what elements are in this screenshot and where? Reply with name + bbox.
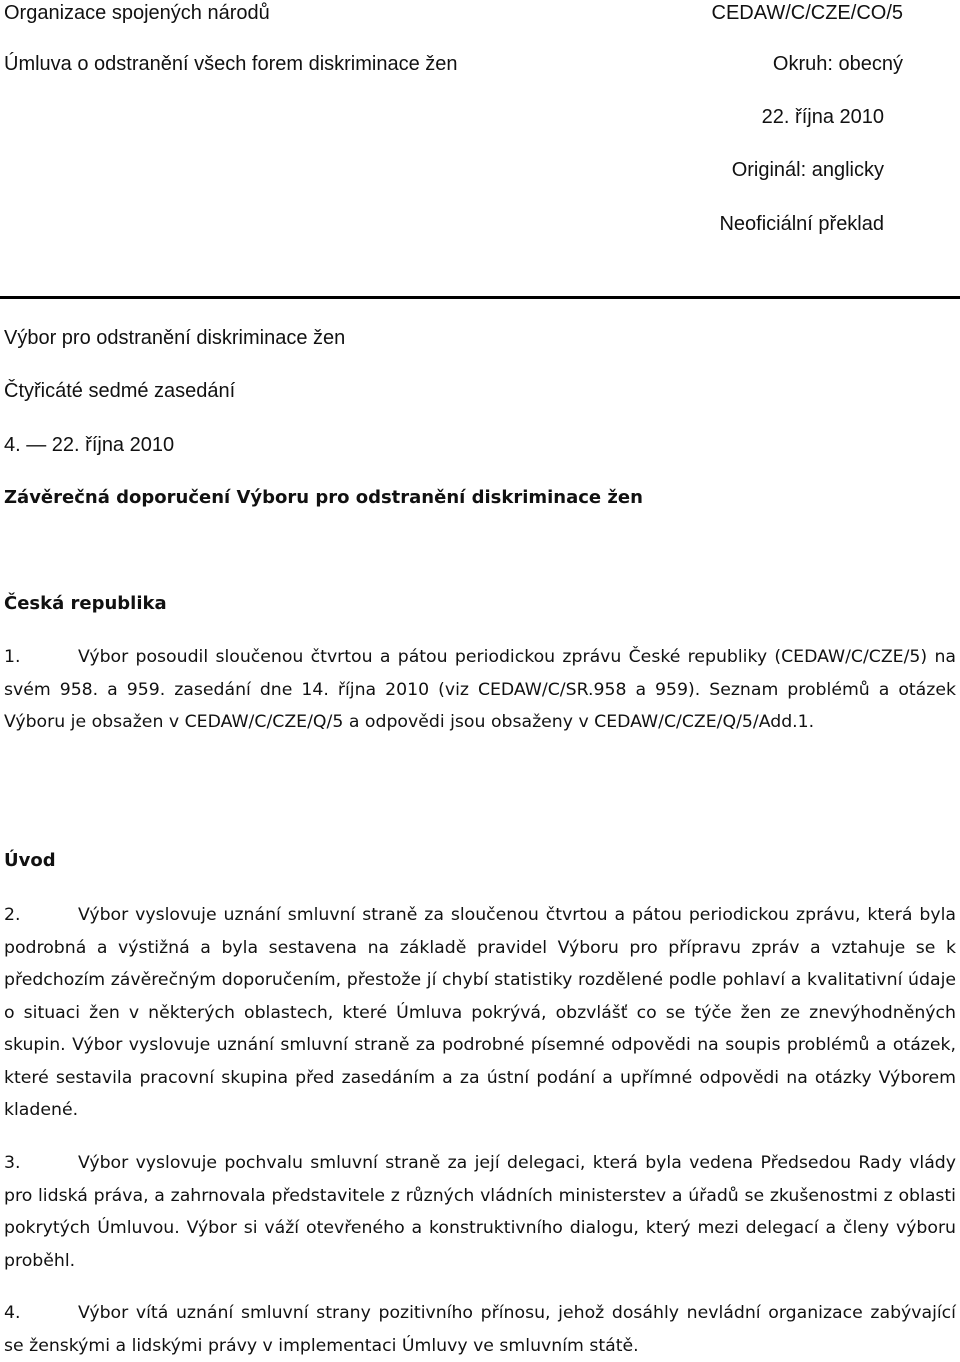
original-language: Originál: anglicky [731,159,884,181]
committee-name: Výbor pro odstranění diskriminace žen [4,327,346,349]
paragraph-text: Výbor posoudil sloučenou čtvrtou a pátou periodickou zprávu České republiky (CEDAW/C/CZE/5) na svém 958. a 959. zasedání dne 14. října 2010 (viz CEDAW/C/SR.958 a 959). Seznam problémů a otázek Výboru je obsažen v CEDAW/C/CZE/Q/5 a odpovědi jsou obsaženy v CEDAW/C/CZE/Q/5/Add.1. [4,647,956,732]
paragraph-number: 3. [4,1153,21,1173]
distribution-label: Okruh: obecný [772,53,903,75]
translation-note: Neoficiální překlad [719,213,884,235]
session-dates: 4. — 22. října 2010 [4,434,175,456]
organization-name: Organizace spojených národů [4,2,270,24]
country-heading: Česká republika [4,593,167,614]
paragraph-number: 4. [4,1303,21,1323]
header-divider [0,296,960,299]
paragraph-text: Výbor vítá uznání smluvní strany pozitivního přínosu, jehož dosáhly nevládní organizace zabývající se ženskými a lidskými právy v implementaci Úmluvy ve smluvním státě. [4,1303,956,1356]
paragraph-4 [4,1297,956,1362]
paragraph-2 [4,899,956,1127]
document-date: 22. října 2010 [761,106,884,128]
paragraph-1 [4,641,956,739]
session-name: Čtyřicáté sedmé zasedání [4,380,236,402]
document-title: Závěrečná doporučení Výboru pro odstranění diskriminace žen [4,487,643,508]
paragraph-text: Výbor vyslovuje pochvalu smluvní straně za její delegaci, která byla vedena Předsedou Rady vlády pro lidská práva, a zahrnovala představitele z různých vládních ministerstev a úřadů se zkušenostmi z oblasti pokrytých Úmluvou. Výbor si váží otevřeného a konstruktivního dialogu, který mezi delegací a členy výboru proběhl. [4,1153,956,1271]
paragraph-3 [4,1147,956,1277]
convention-name: Úmluva o odstranění všech forem diskriminace žen [4,53,458,75]
paragraph-number: 1. [4,647,21,667]
document-symbol: CEDAW/C/CZE/CO/5 [711,2,903,24]
paragraph-number: 2. [4,905,21,925]
paragraph-text: Výbor vyslovuje uznání smluvní straně za sloučenou čtvrtou a pátou periodickou zprávu, která byla podrobná a výstižná a byla sestavena na základě pravidel Výboru pro přípravu zpráv a vztahuje se k předchozím závěrečným doporučením, přestože jí chybí statistiky rozdělené podle pohlaví a kvalitativní údaje o situaci žen v některých oblastech, které Úmluva pokrývá, obzvlášť co se týče žen ze znevýhodněných skupin. Výbor vyslovuje uznání smluvní straně za podrobné písemné odpovědi na soupis problémů a otázek, které sestavila pracovní skupina před zasedáním a za ústní podání a upřímné odpovědi na otázky Výborem kladené. [4,905,956,1120]
intro-heading: Úvod [4,850,56,871]
